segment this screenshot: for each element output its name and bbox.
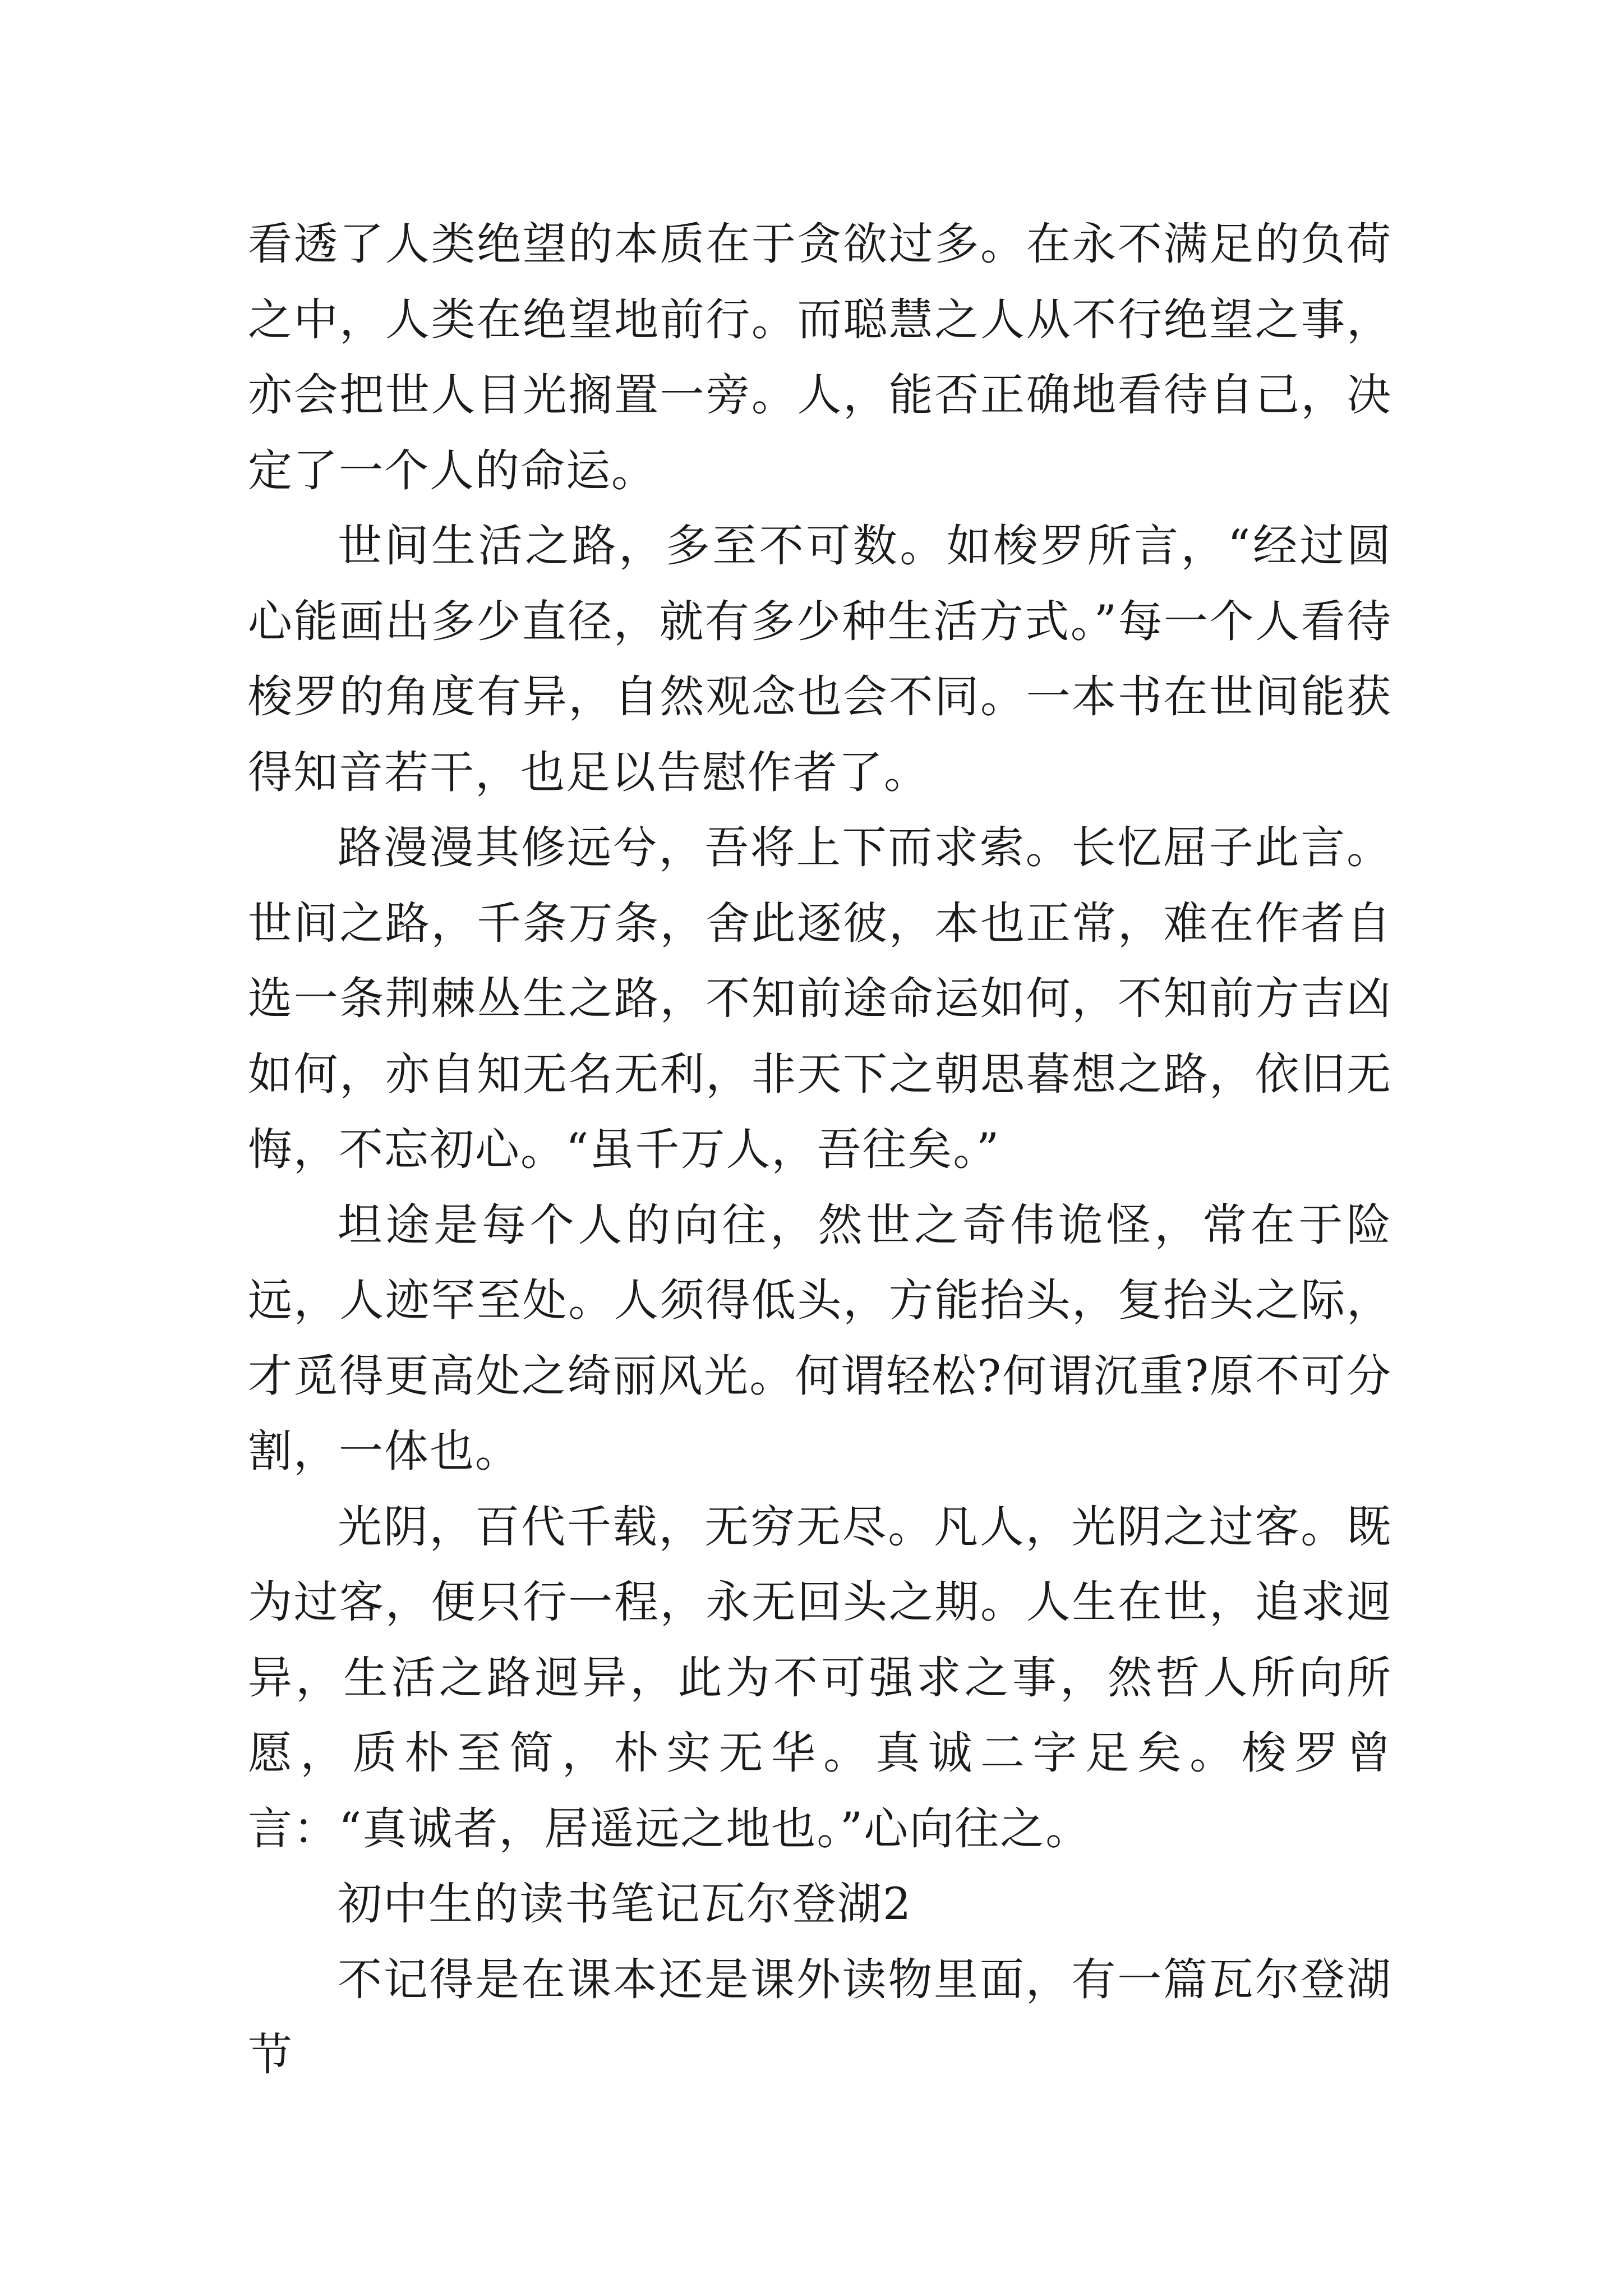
section-heading: 初中生的读书笔记瓦尔登湖2 [338,1878,912,1930]
paragraph-5: 光阴，百代千载，无穷无尽。凡人，光阴之过客。既为过客，便只行一程，永无回头之期。人生在世，追求迥异，生活之路迥异，此为不可强求之事，然哲人所向所愿，质朴至简，朴实无华。真诚二字足矣。梭罗曾言：“真诚者，居遥远之地也。”心向往之。 [248,1501,1392,1855]
paragraph-1: 看透了人类绝望的本质在于贪欲过多。在永不满足的负荷之中，人类在绝望地前行。而聪慧之人从不行绝望之事，亦会把世人目光搁置一旁。人，能否正确地看待自己，决定了一个人的命运。 [248,218,1392,496]
body-text [248,206,1392,2093]
paragraph-3: 路漫漫其修远兮，吾将上下而求索。长忆屈子此言。世间之路，千条万条，舍此逐彼，本也正常，难在作者自选一条荆棘丛生之路，不知前途命运如何，不知前方吉凶如何，亦自知无名无利，非天下之朝思暮想之路，依旧无悔，不忘初心。“虽千万人，吾往矣。” [248,822,1392,1175]
paragraph-6: 不记得是在课本还是课外读物里面，有一篇瓦尔登湖节 [248,1953,1392,2081]
paragraph-4: 坦途是每个人的向往，然世之奇伟诡怪，常在于险远，人迹罕至处。人须得低头，方能抬头，复抬头之际，才觅得更高处之绮丽风光。何谓轻松?何谓沉重?原不可分割，一体也。 [248,1199,1392,1477]
paragraph-2: 世间生活之路，多至不可数。如梭罗所言，“经过圆心能画出多少直径，就有多少种生活方式。”每一个人看待梭罗的角度有异，自然观念也会不同。一本书在世间能获得知音若干，也足以告慰作者了。 [248,520,1392,798]
